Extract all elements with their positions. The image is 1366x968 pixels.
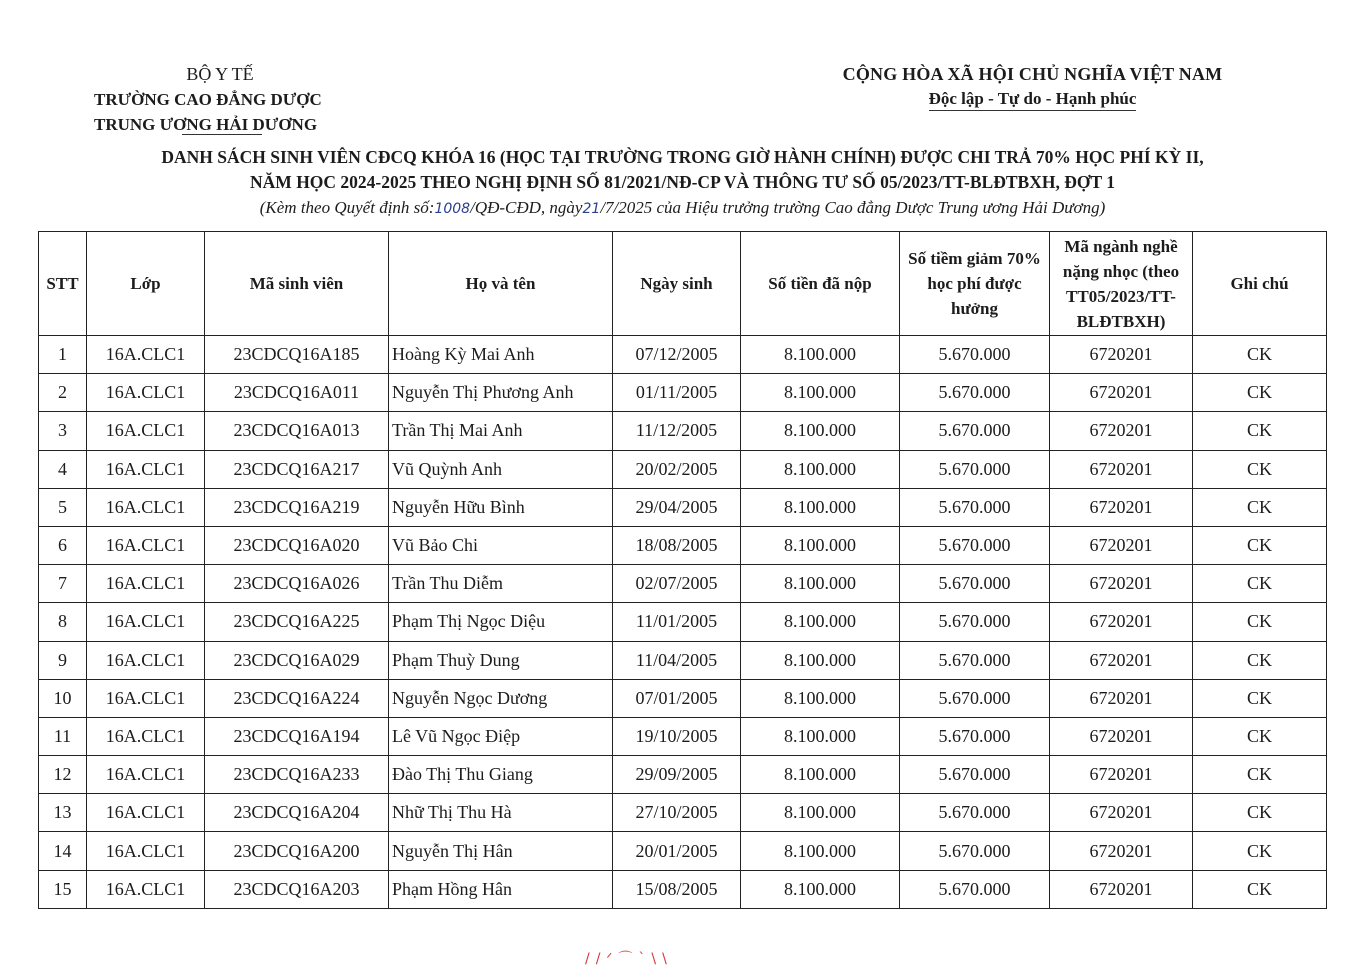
cell-amount-paid: 8.100.000 — [741, 832, 900, 870]
header-student-id: Mã sinh viên — [205, 232, 389, 336]
cell-discount-amount: 5.670.000 — [900, 641, 1050, 679]
ministry-name: BỘ Y TẾ — [186, 64, 254, 84]
cell-discount-amount: 5.670.000 — [900, 679, 1050, 717]
cell-stt: 14 — [39, 832, 87, 870]
cell-class: 16A.CLC1 — [87, 336, 205, 374]
cell-note: CK — [1193, 756, 1327, 794]
cell-stt: 15 — [39, 870, 87, 908]
cell-student-id: 23CDCQ16A224 — [205, 679, 389, 717]
cell-discount-amount: 5.670.000 — [900, 412, 1050, 450]
cell-stt: 10 — [39, 679, 87, 717]
cell-birth-date: 02/07/2005 — [613, 565, 741, 603]
cell-amount-paid: 8.100.000 — [741, 679, 900, 717]
cell-class: 16A.CLC1 — [87, 756, 205, 794]
cell-note: CK — [1193, 641, 1327, 679]
cell-amount-paid: 8.100.000 — [741, 526, 900, 564]
cell-full-name: Vũ Bảo Chi — [389, 526, 613, 564]
cell-stt: 9 — [39, 641, 87, 679]
cell-student-id: 23CDCQ16A011 — [205, 374, 389, 412]
cell-discount-amount: 5.670.000 — [900, 336, 1050, 374]
cell-occupation-code: 6720201 — [1050, 717, 1193, 755]
cell-occupation-code: 6720201 — [1050, 488, 1193, 526]
cell-student-id: 23CDCQ16A013 — [205, 412, 389, 450]
header-note: Ghi chú — [1193, 232, 1327, 336]
cell-birth-date: 27/10/2005 — [613, 794, 741, 832]
republic-name: CỘNG HÒA XÃ HỘI CHỦ NGHĨA VIỆT NAM — [842, 64, 1223, 84]
cell-full-name: Phạm Thị Ngọc Diệu — [389, 603, 613, 641]
cell-note: CK — [1193, 336, 1327, 374]
cell-occupation-code: 6720201 — [1050, 336, 1193, 374]
cell-birth-date: 01/11/2005 — [613, 374, 741, 412]
cell-occupation-code: 6720201 — [1050, 756, 1193, 794]
cell-discount-amount: 5.670.000 — [900, 603, 1050, 641]
cell-student-id: 23CDCQ16A194 — [205, 717, 389, 755]
cell-student-id: 23CDCQ16A219 — [205, 488, 389, 526]
cell-birth-date: 19/10/2005 — [613, 717, 741, 755]
cell-birth-date: 29/09/2005 — [613, 756, 741, 794]
cell-amount-paid: 8.100.000 — [741, 756, 900, 794]
cell-note: CK — [1193, 870, 1327, 908]
cell-note: CK — [1193, 450, 1327, 488]
cell-note: CK — [1193, 717, 1327, 755]
cell-full-name: Nguyễn Ngọc Dương — [389, 679, 613, 717]
cell-stt: 6 — [39, 526, 87, 564]
cell-discount-amount: 5.670.000 — [900, 488, 1050, 526]
cell-full-name: Lê Vũ Ngọc Điệp — [389, 717, 613, 755]
cell-amount-paid: 8.100.000 — [741, 717, 900, 755]
cell-birth-date: 15/08/2005 — [613, 870, 741, 908]
subtitle-part1: (Kèm theo Quyết định số: — [259, 198, 435, 217]
cell-birth-date: 20/02/2005 — [613, 450, 741, 488]
cell-stt: 2 — [39, 374, 87, 412]
header-class: Lớp — [87, 232, 205, 336]
national-header — [810, 62, 1255, 112]
header-divider — [182, 134, 262, 135]
cell-occupation-code: 6720201 — [1050, 565, 1193, 603]
table-row — [39, 450, 1327, 488]
cell-occupation-code: 6720201 — [1050, 794, 1193, 832]
cell-full-name: Trần Thị Mai Anh — [389, 412, 613, 450]
student-table — [38, 231, 1327, 909]
table-body — [39, 336, 1327, 909]
cell-stt: 11 — [39, 717, 87, 755]
cell-class: 16A.CLC1 — [87, 717, 205, 755]
cell-student-id: 23CDCQ16A233 — [205, 756, 389, 794]
cell-amount-paid: 8.100.000 — [741, 488, 900, 526]
cell-occupation-code: 6720201 — [1050, 374, 1193, 412]
cell-birth-date: 20/01/2005 — [613, 832, 741, 870]
header-stt: STT — [39, 232, 87, 336]
red-seal-fragment: //ᐟ⌒`\\ — [585, 951, 673, 967]
cell-occupation-code: 6720201 — [1050, 412, 1193, 450]
cell-occupation-code: 6720201 — [1050, 641, 1193, 679]
table-row — [39, 870, 1327, 908]
cell-class: 16A.CLC1 — [87, 450, 205, 488]
cell-occupation-code: 6720201 — [1050, 832, 1193, 870]
cell-note: CK — [1193, 679, 1327, 717]
cell-full-name: Phạm Thuỳ Dung — [389, 641, 613, 679]
table-row — [39, 488, 1327, 526]
cell-class: 16A.CLC1 — [87, 794, 205, 832]
cell-class: 16A.CLC1 — [87, 374, 205, 412]
cell-birth-date: 07/12/2005 — [613, 336, 741, 374]
table-row — [39, 565, 1327, 603]
cell-note: CK — [1193, 832, 1327, 870]
cell-discount-amount: 5.670.000 — [900, 832, 1050, 870]
cell-student-id: 23CDCQ16A217 — [205, 450, 389, 488]
decision-number: 1008 — [434, 201, 471, 217]
cell-discount-amount: 5.670.000 — [900, 526, 1050, 564]
document-subtitle — [40, 196, 1325, 221]
cell-class: 16A.CLC1 — [87, 641, 205, 679]
cell-class: 16A.CLC1 — [87, 565, 205, 603]
cell-stt: 13 — [39, 794, 87, 832]
cell-full-name: Vũ Quỳnh Anh — [389, 450, 613, 488]
cell-class: 16A.CLC1 — [87, 488, 205, 526]
cell-class: 16A.CLC1 — [87, 412, 205, 450]
cell-stt: 4 — [39, 450, 87, 488]
cell-occupation-code: 6720201 — [1050, 526, 1193, 564]
cell-note: CK — [1193, 565, 1327, 603]
table-row — [39, 679, 1327, 717]
cell-class: 16A.CLC1 — [87, 603, 205, 641]
cell-note: CK — [1193, 794, 1327, 832]
table-header-row — [39, 232, 1327, 336]
title-line1: DANH SÁCH SINH VIÊN CĐCQ KHÓA 16 (HỌC TẠI TRƯỜNG TRONG GIỜ HÀNH CHÍNH) ĐƯỢC CHI TRẢ 70% HỌC PHÍ KỲ II, — [161, 147, 1204, 167]
header-full-name: Họ và tên — [389, 232, 613, 336]
title-line2: NĂM HỌC 2024-2025 THEO NGHỊ ĐỊNH SỐ 81/2021/NĐ-CP VÀ THÔNG TƯ SỐ 05/2023/TT-BLĐTBXH, ĐỢT 1 — [250, 172, 1115, 192]
cell-discount-amount: 5.670.000 — [900, 794, 1050, 832]
header-occupation-code: Mã ngành nghề nặng nhọc (theo TT05/2023/TT-BLĐTBXH) — [1050, 232, 1193, 336]
cell-discount-amount: 5.670.000 — [900, 756, 1050, 794]
cell-birth-date: 07/01/2005 — [613, 679, 741, 717]
cell-discount-amount: 5.670.000 — [900, 565, 1050, 603]
cell-class: 16A.CLC1 — [87, 870, 205, 908]
cell-stt: 3 — [39, 412, 87, 450]
cell-full-name: Nguyễn Hữu Bình — [389, 488, 613, 526]
cell-note: CK — [1193, 374, 1327, 412]
header-discount-amount: Số tiềm giảm 70% học phí được hưởng — [900, 232, 1050, 336]
cell-full-name: Nguyễn Thị Phương Anh — [389, 374, 613, 412]
cell-full-name: Nhữ Thị Thu Hà — [389, 794, 613, 832]
cell-student-id: 23CDCQ16A020 — [205, 526, 389, 564]
cell-class: 16A.CLC1 — [87, 526, 205, 564]
cell-student-id: 23CDCQ16A204 — [205, 794, 389, 832]
table-row — [39, 641, 1327, 679]
cell-full-name: Trần Thu Diễm — [389, 565, 613, 603]
cell-birth-date: 18/08/2005 — [613, 526, 741, 564]
school-name-line1: TRƯỜNG CAO ĐẲNG DƯỢC — [94, 90, 322, 109]
decision-day: 21 — [582, 201, 601, 217]
table-row — [39, 717, 1327, 755]
table-row — [39, 412, 1327, 450]
cell-student-id: 23CDCQ16A026 — [205, 565, 389, 603]
cell-note: CK — [1193, 412, 1327, 450]
cell-class: 16A.CLC1 — [87, 832, 205, 870]
cell-amount-paid: 8.100.000 — [741, 794, 900, 832]
cell-student-id: 23CDCQ16A185 — [205, 336, 389, 374]
table-row — [39, 526, 1327, 564]
cell-amount-paid: 8.100.000 — [741, 870, 900, 908]
header-birth-date: Ngày sinh — [613, 232, 741, 336]
table-row — [39, 794, 1327, 832]
cell-amount-paid: 8.100.000 — [741, 565, 900, 603]
cell-amount-paid: 8.100.000 — [741, 336, 900, 374]
national-motto: Độc lập - Tự do - Hạnh phúc — [929, 88, 1137, 111]
table-row — [39, 336, 1327, 374]
cell-note: CK — [1193, 526, 1327, 564]
subtitle-part2: /QĐ-CĐD, ngày — [470, 198, 583, 217]
cell-class: 16A.CLC1 — [87, 679, 205, 717]
cell-discount-amount: 5.670.000 — [900, 870, 1050, 908]
cell-student-id: 23CDCQ16A029 — [205, 641, 389, 679]
cell-student-id: 23CDCQ16A225 — [205, 603, 389, 641]
table-row — [39, 756, 1327, 794]
cell-stt: 1 — [39, 336, 87, 374]
cell-full-name: Nguyễn Thị Hân — [389, 832, 613, 870]
cell-occupation-code: 6720201 — [1050, 679, 1193, 717]
cell-birth-date: 11/01/2005 — [613, 603, 741, 641]
cell-birth-date: 29/04/2005 — [613, 488, 741, 526]
cell-discount-amount: 5.670.000 — [900, 717, 1050, 755]
cell-amount-paid: 8.100.000 — [741, 412, 900, 450]
cell-stt: 12 — [39, 756, 87, 794]
cell-stt: 5 — [39, 488, 87, 526]
cell-discount-amount: 5.670.000 — [900, 374, 1050, 412]
cell-discount-amount: 5.670.000 — [900, 450, 1050, 488]
cell-birth-date: 11/12/2005 — [613, 412, 741, 450]
cell-amount-paid: 8.100.000 — [741, 450, 900, 488]
cell-full-name: Hoàng Kỳ Mai Anh — [389, 336, 613, 374]
cell-note: CK — [1193, 488, 1327, 526]
document-title — [40, 145, 1325, 195]
table-row — [39, 374, 1327, 412]
cell-amount-paid: 8.100.000 — [741, 603, 900, 641]
cell-amount-paid: 8.100.000 — [741, 374, 900, 412]
subtitle-part3: /7/2025 của Hiệu trưởng trường Cao đẳng Dược Trung ương Hải Dương) — [600, 198, 1106, 217]
table-row — [39, 603, 1327, 641]
cell-occupation-code: 6720201 — [1050, 870, 1193, 908]
table-row — [39, 832, 1327, 870]
cell-amount-paid: 8.100.000 — [741, 641, 900, 679]
cell-occupation-code: 6720201 — [1050, 450, 1193, 488]
cell-occupation-code: 6720201 — [1050, 603, 1193, 641]
cell-full-name: Phạm Hồng Hân — [389, 870, 613, 908]
cell-student-id: 23CDCQ16A200 — [205, 832, 389, 870]
cell-full-name: Đào Thị Thu Giang — [389, 756, 613, 794]
cell-note: CK — [1193, 603, 1327, 641]
issuer-header — [70, 62, 370, 137]
cell-student-id: 23CDCQ16A203 — [205, 870, 389, 908]
school-name-line2: TRUNG ƯƠNG HẢI DƯƠNG — [94, 115, 318, 134]
cell-birth-date: 11/04/2005 — [613, 641, 741, 679]
cell-stt: 7 — [39, 565, 87, 603]
cell-stt: 8 — [39, 603, 87, 641]
header-amount-paid: Số tiền đã nộp — [741, 232, 900, 336]
